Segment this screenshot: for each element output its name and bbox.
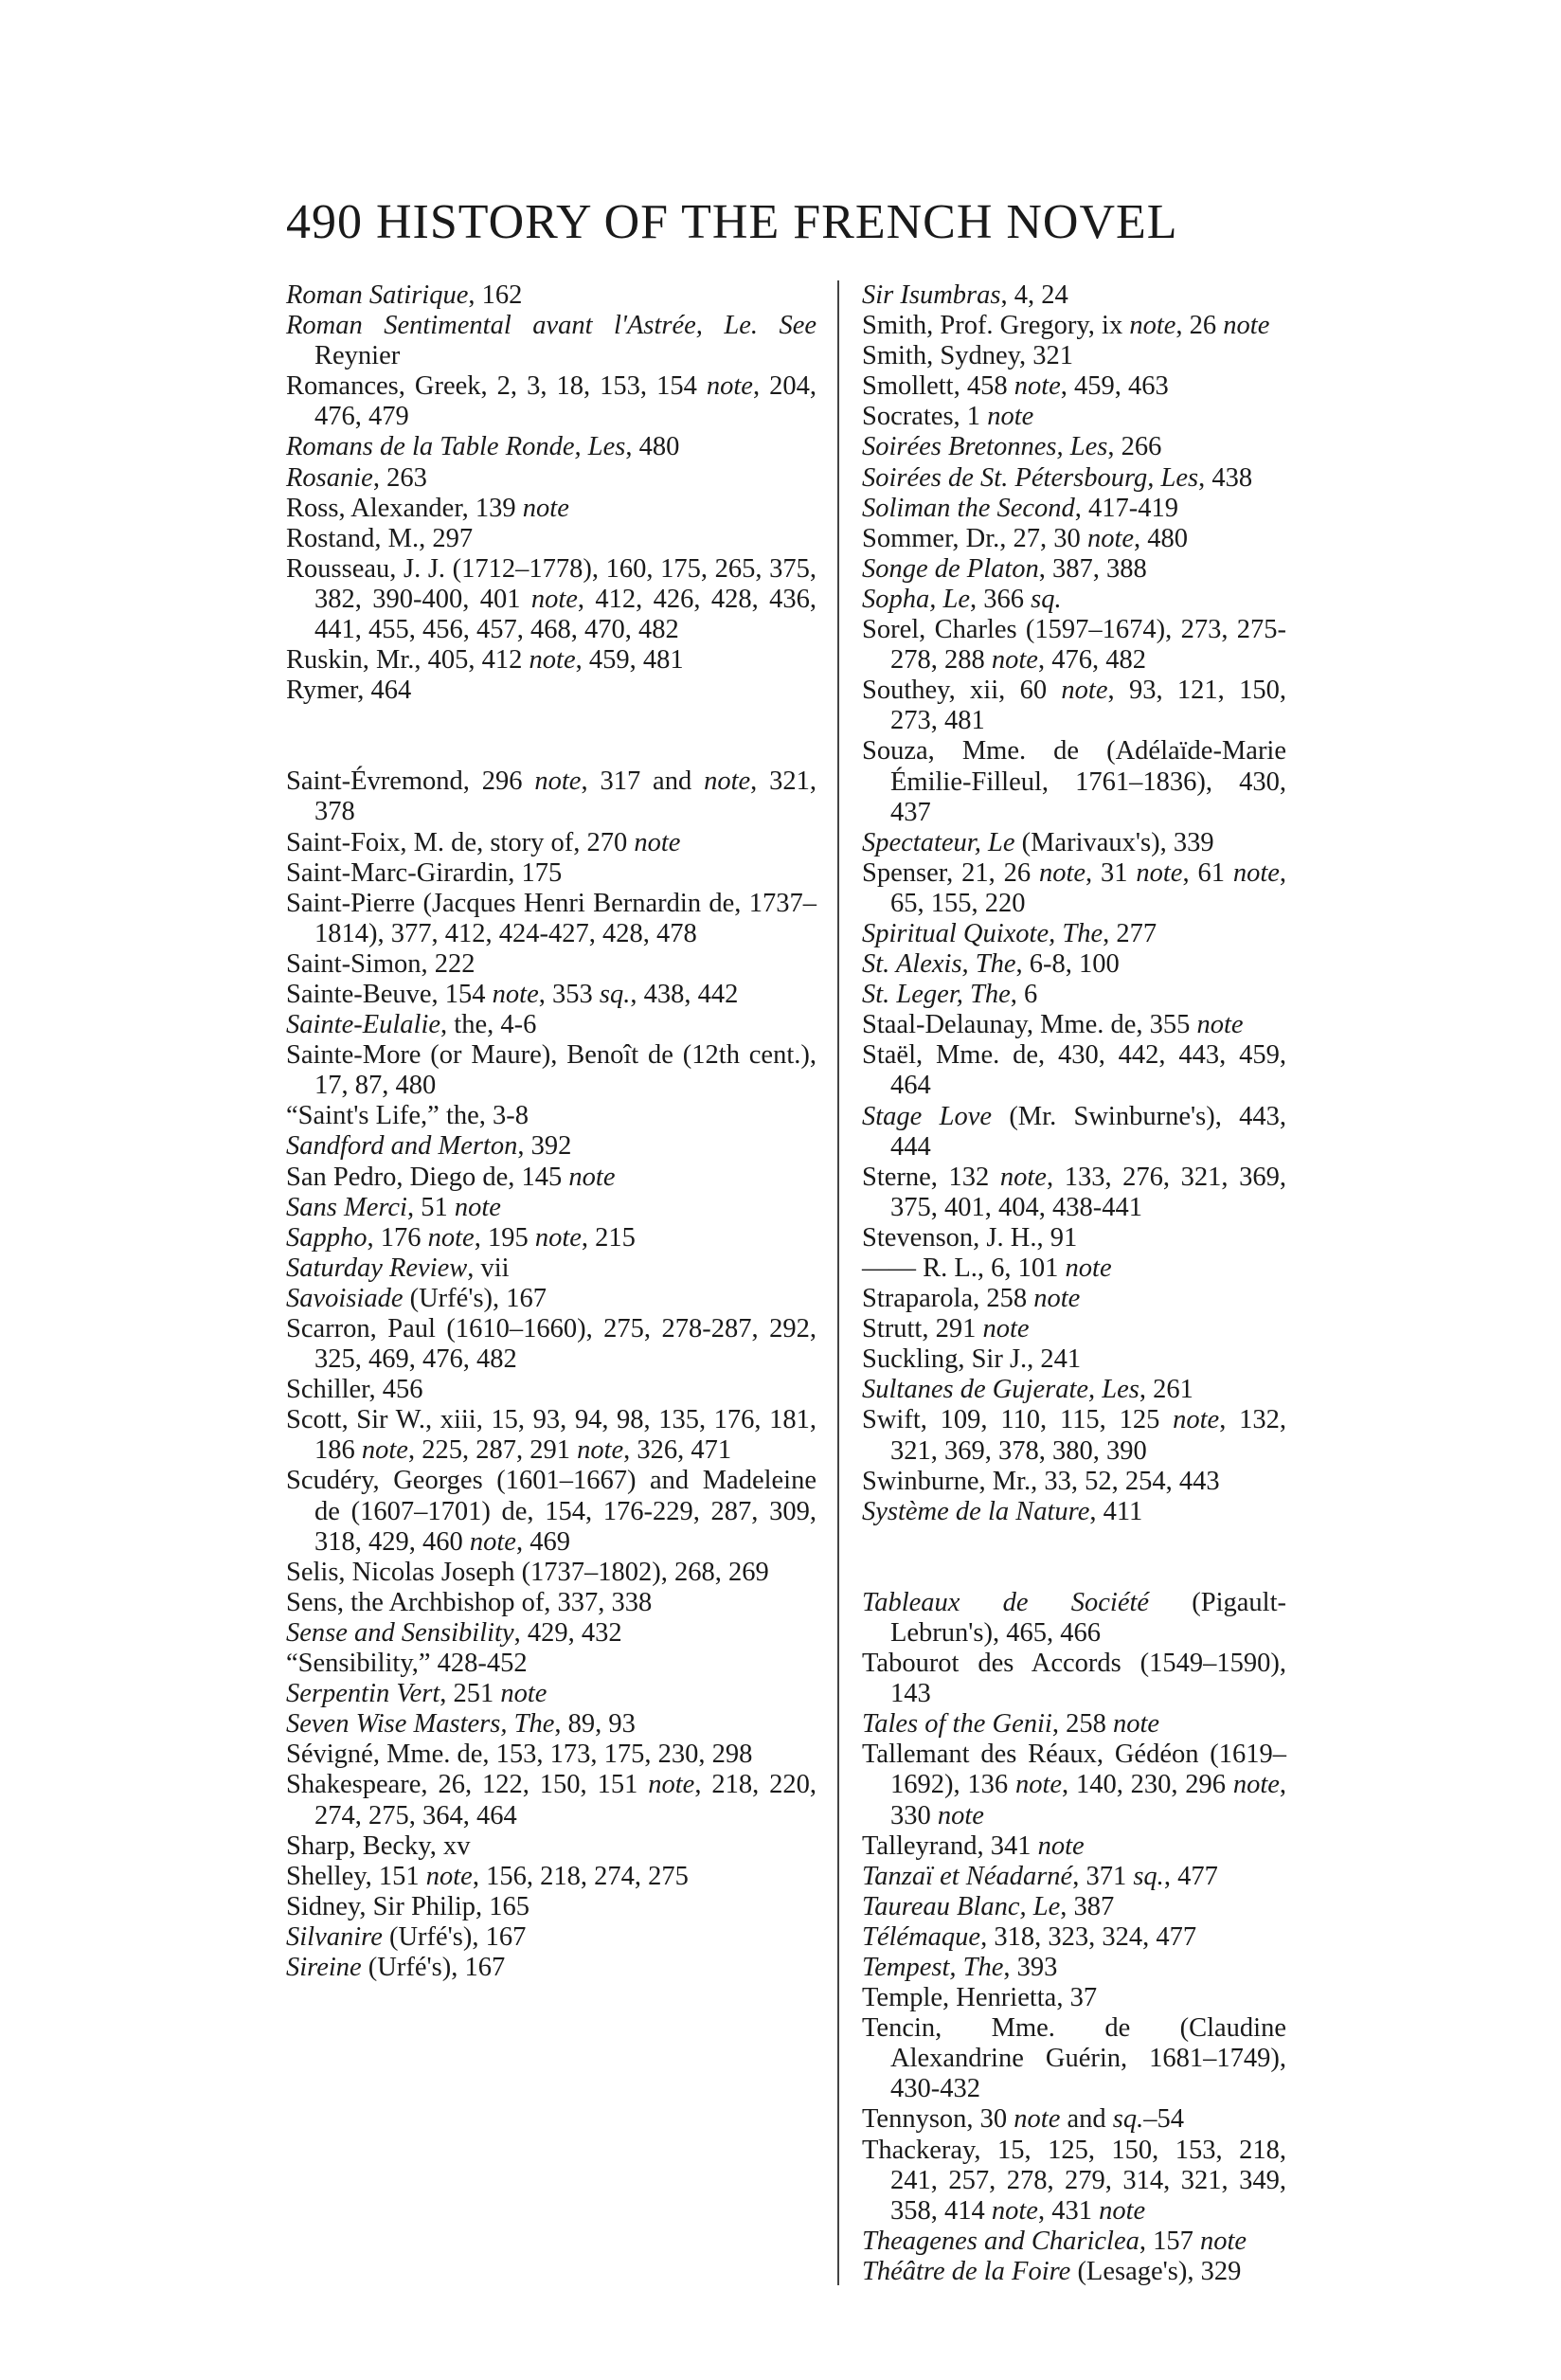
index-entry: Sopha, Le, 366 sq. [862,584,1062,614]
index-entry: Sappho, 176 note, 195 note, 215 [286,1222,636,1253]
index-entry: Thackeray, 15, 125, 150, 153, 218, 241, 257, 278, 279, 314, 321, 349, 358, 414 note, 431 note [862,2135,1286,2226]
index-entry: Ross, Alexander, 139 note [286,493,569,523]
index-entry: Sens, the Archbishop of, 337, 338 [286,1587,653,1617]
index-entry: Silvanire (Urfé's), 167 [286,1921,527,1952]
index-entry: Tennyson, 30 note and sq.–54 [862,2104,1184,2135]
index-entry: —— R. L., 6, 101 note [862,1253,1112,1283]
index-entry: Sans Merci, 51 note [286,1192,501,1222]
index-entry: Swinburne, Mr., 33, 52, 254, 443 [862,1466,1220,1496]
page-number: 490 [286,195,363,249]
index-entry: Rymer, 464 [286,676,412,706]
index-entry: San Pedro, Diego de, 145 note [286,1162,616,1192]
index-entry: Stage Love (Mr. Swinburne's), 443, 444 [862,1101,1286,1162]
index-entry: Strutt, 291 note [862,1314,1030,1344]
index-entry: Tencin, Mme. de (Claudine Alexandrine Guérin, 1681–1749), 430-432 [862,2013,1286,2104]
index-entry: Sidney, Sir Philip, 165 [286,1891,530,1921]
index-entry: Saint-Pierre (Jacques Henri Bernardin de, 1737–1814), 377, 412, 424-427, 428, 478 [286,888,816,948]
index-entry: Talleyrand, 341 note [862,1830,1085,1861]
index-entry: Théâtre de la Foire (Lesage's), 329 [862,2256,1242,2286]
index-entry: Tallemant des Réaux, Gédéon (1619–1692), 136 note, 140, 230, 296 note, 330 note [862,1740,1287,1830]
index-entry: Selis, Nicolas Joseph (1737–1802), 268, 269 [286,1557,769,1587]
index-entry: Télémaque, 318, 323, 324, 477 [862,1921,1197,1952]
section-gap [286,706,816,766]
index-entry: St. Leger, The, 6 [862,980,1038,1010]
index-entry: Sainte-Beuve, 154 note, 353 sq., 438, 442 [286,979,739,1009]
index-entry: Tableaux de Société (Pigault-Lebrun's), 465, 466 [862,1587,1286,1648]
index-entry: Staël, Mme. de, 430, 442, 443, 459, 464 [862,1040,1286,1101]
index-entry: Spectateur, Le (Marivaux's), 339 [862,827,1214,857]
section-gap [862,1527,1286,1588]
index-entry: Swift, 109, 110, 115, 125 note, 132, 321, 369, 378, 380, 390 [862,1405,1286,1466]
index-entry: Sorel, Charles (1597–1674), 273, 275-278, 288 note, 476, 482 [862,615,1286,676]
index-entry: Sharp, Becky, xv [286,1830,471,1861]
index-column-left [286,280,816,1983]
index-entry: Romans de la Table Ronde, Les, 480 [286,432,680,462]
index-entry: Spenser, 21, 26 note, 31 note, 61 note, 65, 155, 220 [862,857,1287,918]
index-entry: Sainte-Eulalie, the, 4-6 [286,1010,537,1040]
index-entry: Smollett, 458 note, 459, 463 [862,371,1169,402]
index-entry: Sainte-More (or Maure), Benoît de (12th cent.), 17, 87, 480 [286,1040,816,1101]
index-entry: Straparola, 258 note [862,1284,1081,1314]
index-entry: Sense and Sensibility, 429, 432 [286,1617,622,1648]
index-entry: Serpentin Vert, 251 note [286,1679,547,1709]
index-column-right [862,280,1286,2287]
index-entry: Savoisiade (Urfé's), 167 [286,1283,547,1313]
index-entry: Sévigné, Mme. de, 153, 173, 175, 230, 298 [286,1740,753,1770]
index-entry: Système de la Nature, 411 [862,1496,1143,1526]
index-entry: Sir Isumbras, 4, 24 [862,280,1068,310]
index-entry: Staal-Delaunay, Mme. de, 355 note [862,1010,1244,1040]
index-entry: Romances, Greek, 2, 3, 18, 153, 154 note, 204, 476, 479 [286,371,817,432]
index-entry: Roman Satirique, 162 [286,280,523,310]
index-entry: Souza, Mme. de (Adélaïde-Marie Émilie-Filleul, 1761–1836), 430, 437 [862,736,1286,827]
index-entry: Temple, Henrietta, 37 [862,1983,1098,2013]
index-entry: Scarron, Paul (1610–1660), 275, 278-287, 292, 325, 469, 476, 482 [286,1314,816,1375]
index-entry: Smith, Prof. Gregory, ix note, 26 note [862,311,1270,341]
running-title: HISTORY OF THE FRENCH NOVEL [376,195,1178,249]
index-entry: Schiller, 456 [286,1375,423,1405]
index-entry: Tales of the Genii, 258 note [862,1709,1160,1740]
index-entry: Seven Wise Masters, The, 89, 93 [286,1709,636,1740]
index-entry: Sommer, Dr., 27, 30 note, 480 [862,523,1189,553]
index-entry: Rostand, M., 297 [286,523,474,553]
index-entry: Songe de Platon, 387, 388 [862,553,1147,584]
index-entry: St. Alexis, The, 6-8, 100 [862,949,1120,980]
index-entry: Theagenes and Chariclea, 157 note [862,2226,1247,2256]
index-entry: Sandford and Merton, 392 [286,1131,572,1162]
index-entry: Saint-Simon, 222 [286,948,475,979]
index-entry: Soirées de St. Pétersbourg, Les, 438 [862,462,1253,493]
index-entry: Sultanes de Gujerate, Les, 261 [862,1375,1193,1405]
index-entry: Rousseau, J. J. (1712–1778), 160, 175, 265, 375, 382, 390-400, 401 note, 412, 426, 428, 436, 441, 455, 456, 457, 468, 470, 482 [286,553,817,645]
index-entry: Shelley, 151 note, 156, 218, 274, 275 [286,1861,689,1891]
index-entry: Tempest, The, 393 [862,1952,1058,1982]
index-entry: “Sensibility,” 428-452 [286,1649,528,1679]
page-header [286,194,1290,250]
index-entry: Saturday Review, vii [286,1253,510,1283]
index-entry: Roman Sentimental avant l'Astrée, Le. See Reynier [286,311,816,371]
index-entry: Southey, xii, 60 note, 93, 121, 150, 273, 481 [862,676,1287,736]
index-entry: Shakespeare, 26, 122, 150, 151 note, 218, 220, 274, 275, 364, 464 [286,1770,817,1830]
index-entry: “Saint's Life,” the, 3-8 [286,1101,529,1131]
index-entry: Sireine (Urfé's), 167 [286,1952,506,1982]
index-entry: Spiritual Quixote, The, 277 [862,918,1157,948]
index-entry: Scott, Sir W., xiii, 15, 93, 94, 98, 135, 176, 181, 186 note, 225, 287, 291 note, 326, 471 [286,1405,816,1466]
index-entry: Saint-Marc-Girardin, 175 [286,857,563,888]
index-entry: Suckling, Sir J., 241 [862,1344,1082,1375]
index-entry: Tabourot des Accords (1549–1590), 143 [862,1649,1286,1709]
index-entry: Scudéry, Georges (1601–1667) and Madeleine de (1607–1701) de, 154, 176-229, 287, 309, 318, 429, 460 note, 469 [286,1466,816,1557]
index-entry: Soliman the Second, 417-419 [862,493,1179,523]
index-entry: Saint-Évremond, 296 note, 317 and note, 321, 378 [286,766,817,827]
index-entry: Taureau Blanc, Le, 387 [862,1891,1115,1921]
index-entry: Saint-Foix, M. de, story of, 270 note [286,827,681,857]
index-entry: Socrates, 1 note [862,402,1034,432]
index-entry: Stevenson, J. H., 91 [862,1222,1078,1253]
column-divider [837,280,839,2285]
index-entry: Smith, Sydney, 321 [862,341,1074,371]
index-entry: Ruskin, Mr., 405, 412 note, 459, 481 [286,645,684,676]
index-entry: Tanzaï et Néadarné, 371 sq., 477 [862,1861,1218,1891]
index-entry: Rosanie, 263 [286,462,427,493]
index-entry: Soirées Bretonnes, Les, 266 [862,432,1162,462]
index-entry: Sterne, 132 note, 133, 276, 321, 369, 375, 401, 404, 438-441 [862,1162,1286,1222]
